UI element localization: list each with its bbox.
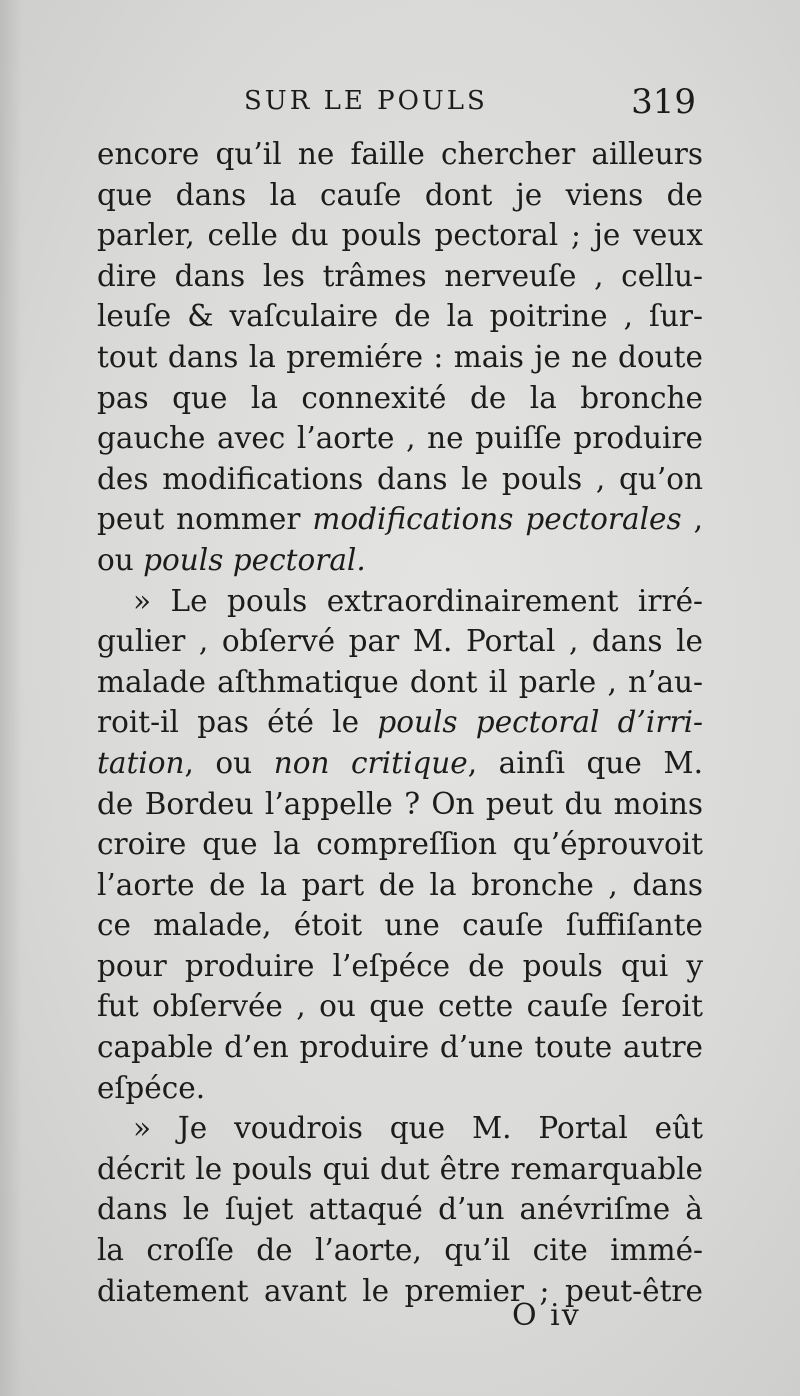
text-line: de Bordeu l’appelle ? On peut du moins [97, 786, 703, 821]
text-line: croire que la compreſſion qu’éprouvoit [97, 827, 703, 862]
text-line: encore qu’il ne faille chercher ailleurs [97, 137, 703, 171]
text-line: la croſſe de l’aorte, qu’il cite immé- [97, 1233, 703, 1268]
text-line: pour produire l’eſpéce de pouls qui y [97, 948, 703, 983]
text-line: que dans la cauſe dont je viens de [97, 177, 703, 212]
body-text [97, 134, 703, 1311]
text-line: l’aorte de la part de la bronche , dans [97, 867, 703, 902]
text-line: malade aſthmatique dont il parle , n’au- [97, 664, 703, 699]
text-line: gauche avec l’aorte , ne puiſſe produire [97, 421, 703, 456]
text-line: leuſe & vaſculaire de la poitrine , ſur- [97, 299, 703, 334]
italic-term: non critique [273, 745, 468, 780]
text-segment: peut nommer [97, 502, 301, 537]
text-line: ce malade, étoit une cauſe ſuffiſante [97, 908, 703, 943]
text-line [97, 499, 703, 540]
text-line: pas que la connexité de la bronche [97, 380, 703, 415]
italic-term: modifications pectorales [312, 502, 682, 537]
text-line: capable d’en produire d’une toute autre [97, 1030, 703, 1065]
text-segment: , ou [184, 745, 253, 780]
text-line [97, 702, 703, 743]
running-title: SUR LE POULS [244, 86, 488, 116]
text-line: gulier , obſervé par M. Portal , dans le [97, 624, 703, 659]
text-line [97, 540, 703, 581]
signature-mark: O iv [512, 1298, 581, 1333]
text-line: dans le ſujet attaqué d’un anévriſme à [97, 1192, 703, 1227]
text-segment: , [693, 502, 703, 537]
italic-term: tation [97, 745, 185, 780]
italic-term: pouls pectoral d’irri- [377, 705, 703, 740]
page-edge-shadow [0, 0, 22, 1396]
text-line: décrit le pouls qui dut être remarquable [97, 1151, 703, 1186]
text-line: » Le pouls extraordinairement irré- [133, 583, 703, 618]
text-line: dire dans les trâmes nerveuſe , cellu- [97, 258, 703, 293]
text-line [97, 743, 703, 784]
text-line: » Je voudrois que M. Portal eût [133, 1111, 703, 1146]
text-line: diatement avant le premier ; peut-être [97, 1273, 703, 1308]
text-line: tout dans la premiére : mais je ne doute [97, 339, 703, 374]
text-line: fut obſervée , ou que cette cauſe ſeroit [97, 989, 703, 1024]
page-number: 319 [631, 82, 696, 122]
text-segment: roit-il pas été le [97, 705, 360, 740]
text-segment: ou [97, 542, 134, 577]
text-line: parler, celle du pouls pectoral ; je veux [97, 218, 703, 253]
page-header [96, 82, 700, 128]
text-line: eſpéce. [97, 1070, 206, 1105]
italic-term: pouls pectoral. [143, 542, 366, 577]
text-segment: , ainſi que M. [467, 745, 704, 780]
text-line: des modifications dans le pouls , qu’on [97, 461, 703, 496]
